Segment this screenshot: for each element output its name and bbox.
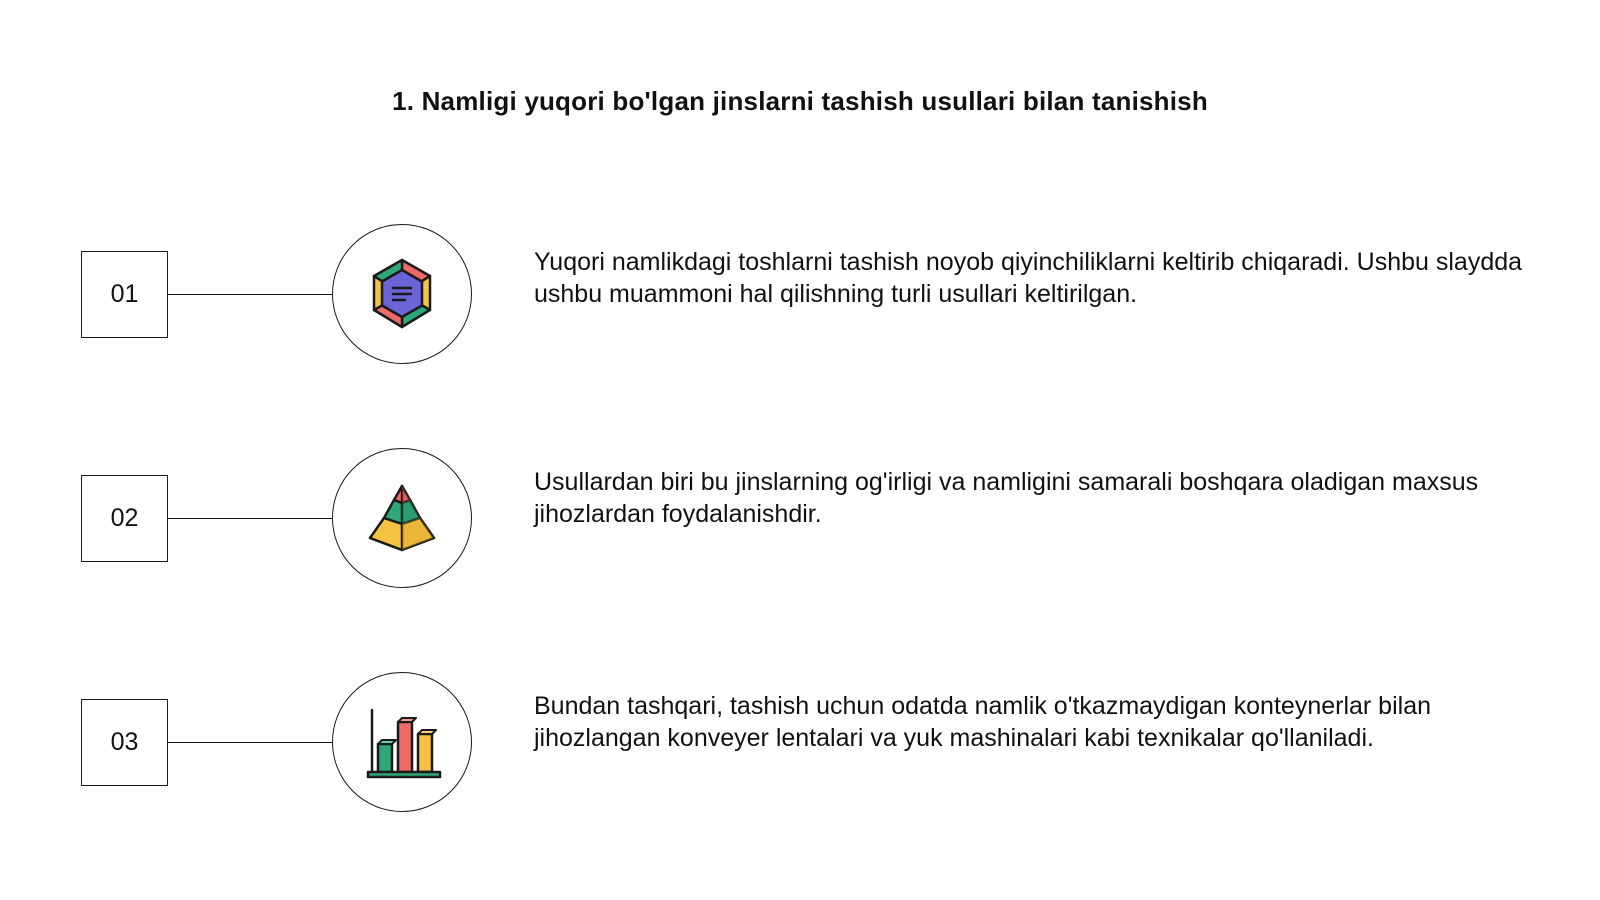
connector-line (168, 518, 333, 519)
icon-circle (332, 672, 472, 812)
step-number: 01 (110, 280, 139, 308)
icon-circle (332, 448, 472, 588)
step-row-01 (0, 220, 1600, 370)
step-row-03 (0, 668, 1600, 818)
hexagon-document-icon (360, 252, 444, 336)
step-description: Bundan tashqari, tashish uchun odatda namlik o'tkazmaydigan konteynerlar bilan jihozlangan konveyer lentalari va yuk mashinalari kabi texnikalar qo'llaniladi. (534, 692, 1431, 752)
connector-line (168, 294, 333, 295)
step-description: Usullardan biri bu jinslarning og'irligi va namligini samarali boshqara oladigan maxsus jihozlardan foydalanishdir. (534, 468, 1479, 528)
icon-circle (332, 224, 472, 364)
slide-title: 1. Namligi yuqori bo'lgan jinslarni tashish usullari bilan tanishish (392, 86, 1208, 116)
step-description: Yuqori namlikdagi toshlarni tashish noyob qiyinchiliklarni keltirib chiqaradi. Ushbu slaydda ushbu muammoni hal qilishning turli usullari keltirilgan. (534, 248, 1523, 308)
pyramid-icon (360, 476, 444, 560)
step-number: 02 (110, 504, 139, 532)
step-number-box (81, 475, 168, 562)
step-number-box (81, 699, 168, 786)
step-number: 03 (110, 728, 139, 756)
connector-line (168, 742, 333, 743)
step-row-02 (0, 444, 1600, 594)
step-number-box (81, 251, 168, 338)
bar-chart-icon (360, 700, 444, 784)
